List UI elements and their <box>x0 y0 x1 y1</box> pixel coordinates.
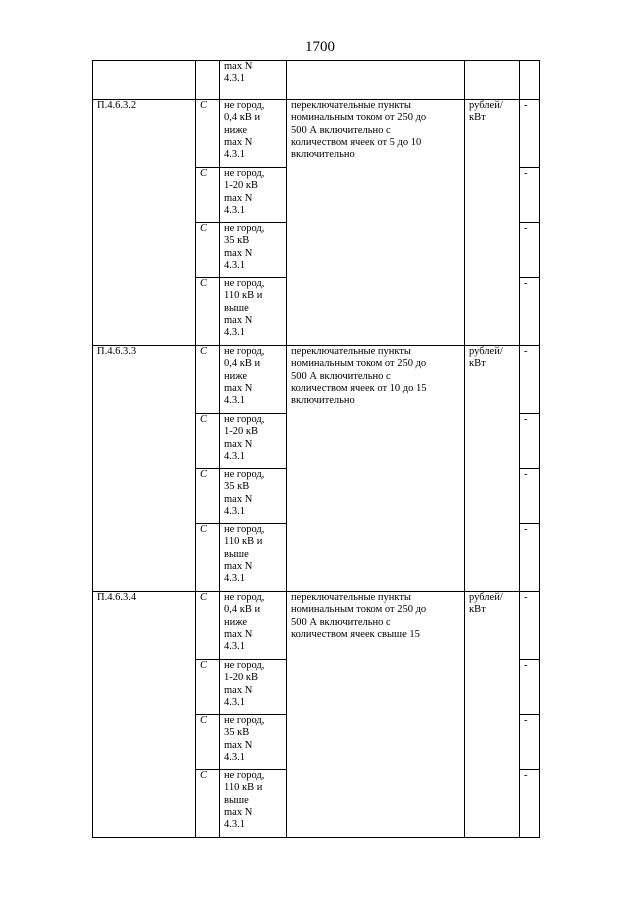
text-line: не город, <box>224 469 265 480</box>
text-line: кВт <box>469 604 486 616</box>
value-cell <box>520 168 540 223</box>
text-line: не город, <box>224 524 265 535</box>
table-body <box>93 61 540 838</box>
text-line: 110 кВ и <box>224 536 263 548</box>
category-cell <box>220 100 287 168</box>
text-line: max N <box>224 684 253 696</box>
text-line: 500 А включительно с <box>291 616 391 628</box>
text-line: 500 А включительно с <box>291 124 391 136</box>
letter-value: С <box>200 168 208 179</box>
value-cell <box>520 223 540 278</box>
text-line: количеством ячеек от 10 до 15 <box>291 382 427 394</box>
letter-value: С <box>200 715 208 726</box>
category-cell <box>220 223 287 278</box>
text-line: max N <box>224 806 253 818</box>
letter-cell <box>196 61 220 100</box>
unit-cell <box>465 100 520 346</box>
tariff-table <box>92 60 540 838</box>
text-line: max N <box>224 247 253 259</box>
unit-cell <box>465 346 520 592</box>
letter-cell <box>196 223 220 278</box>
letter-value: С <box>200 223 208 234</box>
letter-value: С <box>200 346 208 357</box>
letter-value: С <box>200 414 208 425</box>
letter-cell <box>196 168 220 223</box>
category-cell <box>220 278 287 346</box>
text-line: 4.3.1 <box>224 327 245 339</box>
text-line: 110 кВ и <box>224 782 263 794</box>
text-line: не город, <box>224 346 265 357</box>
category-cell <box>220 61 287 100</box>
text-line: 4.3.1 <box>224 505 245 517</box>
text-line: max N <box>224 739 253 751</box>
value-cell <box>520 278 540 346</box>
category-cell <box>220 660 287 715</box>
text-line: выше <box>224 794 249 806</box>
cell-value: - <box>524 660 528 671</box>
letter-cell <box>196 100 220 168</box>
text-line: max N <box>224 493 253 505</box>
value-cell <box>520 592 540 660</box>
description-cell <box>287 346 465 592</box>
category-cell <box>220 592 287 660</box>
cell-value: - <box>524 223 528 234</box>
category-cell <box>220 469 287 524</box>
text-line: 4.3.1 <box>224 73 245 85</box>
text-line: 4.3.1 <box>224 395 245 407</box>
text-line: max N <box>224 382 253 394</box>
text-line: 0,4 кВ и <box>224 604 261 616</box>
item-code: П.4.6.3.3 <box>97 346 137 357</box>
text-line: не город, <box>224 770 265 781</box>
text-line: не город, <box>224 223 265 234</box>
table-row <box>93 592 540 660</box>
letter-cell <box>196 770 220 838</box>
code-cell <box>93 61 196 100</box>
text-line: 500 А включительно с <box>291 370 391 382</box>
text-line: 0,4 кВ и <box>224 358 261 370</box>
item-code: П.4.6.3.2 <box>97 100 137 111</box>
category-cell <box>220 168 287 223</box>
text-line: max N <box>224 560 253 572</box>
category-cell <box>220 346 287 414</box>
text-line: не город, <box>224 278 265 289</box>
letter-value: С <box>200 524 208 535</box>
text-line: количеством ячеек от 5 до 10 <box>291 136 422 148</box>
text-line: рублей/ <box>469 346 503 357</box>
text-line: переключательные пункты <box>291 592 411 603</box>
text-line: 1-20 кВ <box>224 426 258 438</box>
cell-value: - <box>524 278 528 289</box>
unit-cell <box>465 592 520 838</box>
text-line: 4.3.1 <box>224 819 245 831</box>
text-line: max N <box>224 438 253 450</box>
text-line: 35 кВ <box>224 235 250 247</box>
text-line: max N <box>224 61 253 72</box>
text-line: рублей/ <box>469 592 503 603</box>
letter-cell <box>196 278 220 346</box>
text-line: переключательные пункты <box>291 100 411 111</box>
cell-value: - <box>524 770 528 781</box>
text-line: 35 кВ <box>224 727 250 739</box>
cell-value: - <box>524 524 528 535</box>
text-line: max N <box>224 314 253 326</box>
description-cell <box>287 61 465 100</box>
text-line: не город, <box>224 715 265 726</box>
text-line: ниже <box>224 370 248 382</box>
text-line: 1-20 кВ <box>224 672 258 684</box>
letter-value: С <box>200 278 208 289</box>
value-cell <box>520 346 540 414</box>
text-line: включительно <box>291 395 355 407</box>
page-number: 1700 <box>305 39 335 55</box>
value-cell <box>520 770 540 838</box>
text-line: 4.3.1 <box>224 641 245 653</box>
text-line: не город, <box>224 414 265 425</box>
letter-cell <box>196 469 220 524</box>
text-line: 1-20 кВ <box>224 180 258 192</box>
table-row <box>93 346 540 414</box>
text-line: ниже <box>224 124 248 136</box>
letter-cell <box>196 660 220 715</box>
value-cell <box>520 524 540 592</box>
text-line: выше <box>224 302 249 314</box>
text-line: не город, <box>224 168 265 179</box>
cell-value: - <box>524 469 528 480</box>
letter-value: С <box>200 770 208 781</box>
value-cell <box>520 61 540 100</box>
category-cell <box>220 414 287 469</box>
category-cell <box>220 770 287 838</box>
text-line: 4.3.1 <box>224 149 245 161</box>
letter-cell <box>196 715 220 770</box>
letter-cell <box>196 414 220 469</box>
table-row <box>93 100 540 168</box>
text-line: 4.3.1 <box>224 696 245 708</box>
category-cell <box>220 715 287 770</box>
value-cell <box>520 715 540 770</box>
text-line: номинальным током от 250 до <box>291 358 427 370</box>
letter-cell <box>196 592 220 660</box>
text-line: переключательные пункты <box>291 346 411 357</box>
letter-cell <box>196 346 220 414</box>
letter-value: С <box>200 592 208 603</box>
cell-value: - <box>524 346 528 357</box>
value-cell <box>520 414 540 469</box>
value-cell <box>520 469 540 524</box>
text-line: рублей/ <box>469 100 503 111</box>
text-line: не город, <box>224 592 265 603</box>
text-line: не город, <box>224 100 265 111</box>
text-line: номинальным током от 250 до <box>291 604 427 616</box>
cell-value: - <box>524 715 528 726</box>
text-line: 4.3.1 <box>224 450 245 462</box>
letter-cell <box>196 524 220 592</box>
text-line: 4.3.1 <box>224 573 245 585</box>
value-cell <box>520 660 540 715</box>
text-line: 4.3.1 <box>224 204 245 216</box>
text-line: 110 кВ и <box>224 290 263 302</box>
text-line: выше <box>224 548 249 560</box>
text-line: 35 кВ <box>224 481 250 493</box>
cell-value: - <box>524 168 528 179</box>
value-cell <box>520 100 540 168</box>
letter-value: С <box>200 660 208 671</box>
item-code-cell <box>93 592 196 838</box>
text-line: max N <box>224 192 253 204</box>
unit-cell <box>465 61 520 100</box>
text-line: включительно <box>291 149 355 161</box>
category-cell <box>220 524 287 592</box>
text-line: 4.3.1 <box>224 259 245 271</box>
letter-value: С <box>200 469 208 480</box>
table-row <box>93 61 540 100</box>
cell-value: - <box>524 414 528 425</box>
text-line: кВт <box>469 358 486 370</box>
letter-value: С <box>200 100 208 111</box>
cell-value: - <box>524 592 528 603</box>
text-line: кВт <box>469 112 486 124</box>
item-code-cell <box>93 100 196 346</box>
description-cell <box>287 592 465 838</box>
text-line: max N <box>224 628 253 640</box>
description-cell <box>287 100 465 346</box>
text-line: номинальным током от 250 до <box>291 112 427 124</box>
cell-value: - <box>524 100 528 111</box>
text-line: количеством ячеек свыше 15 <box>291 628 420 640</box>
item-code-cell <box>93 346 196 592</box>
text-line: max N <box>224 136 253 148</box>
text-line: не город, <box>224 660 265 671</box>
text-line: ниже <box>224 616 248 628</box>
item-code: П.4.6.3.4 <box>97 592 137 603</box>
text-line: 0,4 кВ и <box>224 112 261 124</box>
text-line: 4.3.1 <box>224 751 245 763</box>
